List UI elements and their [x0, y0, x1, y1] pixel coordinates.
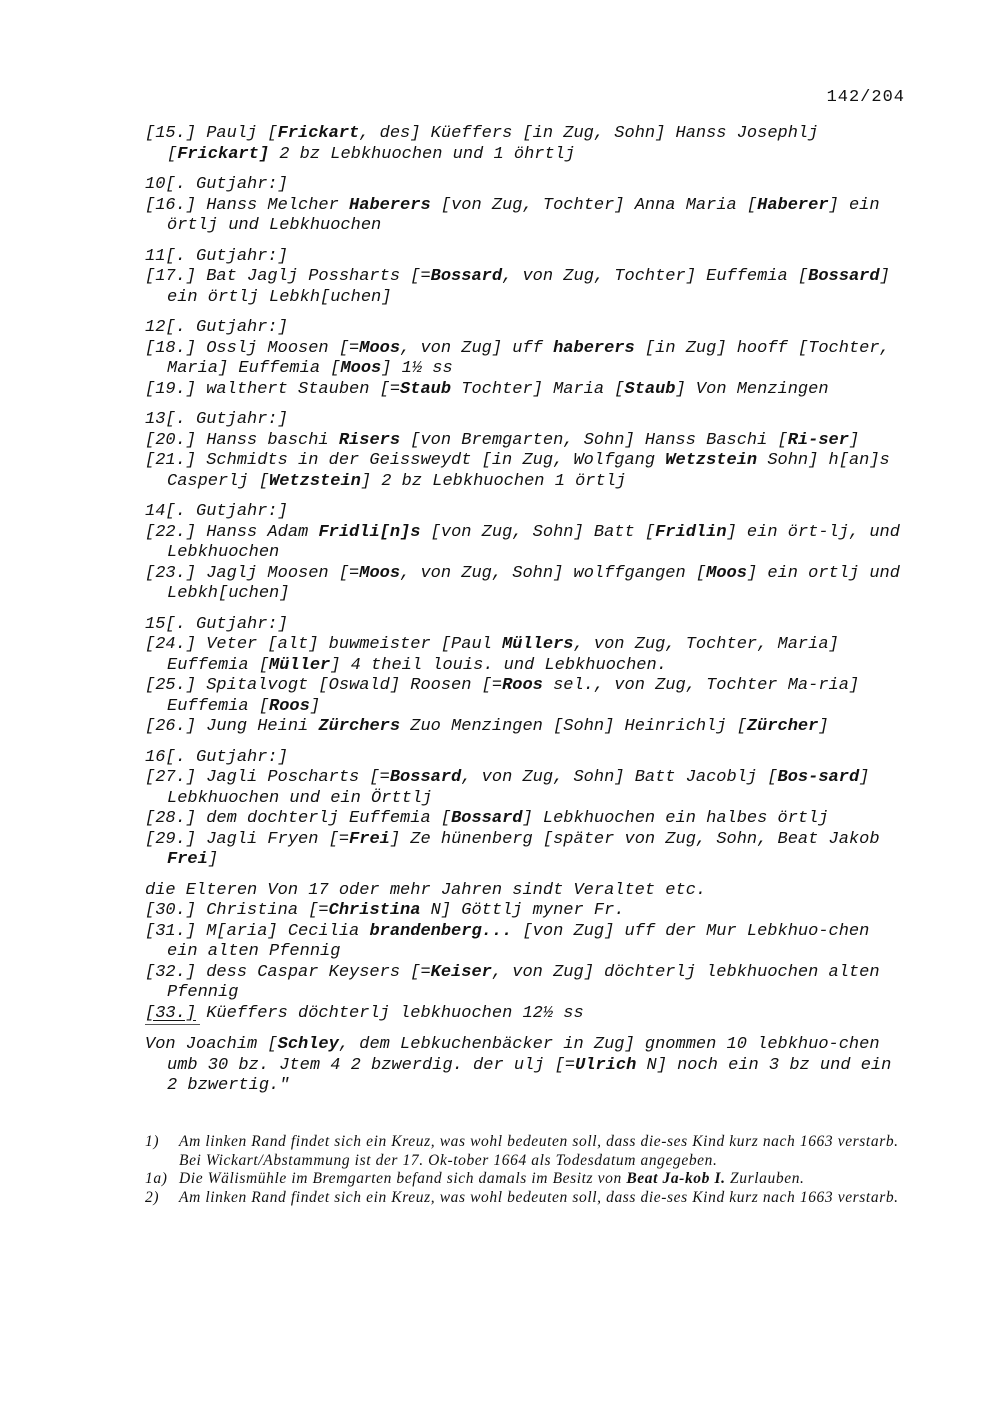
text-segment: ] Lebkhuochen und ein Örttlj	[167, 768, 870, 808]
section-heading	[145, 318, 905, 339]
footnote-separator	[145, 1024, 200, 1025]
text-segment: [27.] Jagli Poscharts [=	[145, 768, 390, 787]
text-segment: ] ein ört-lj, und Lebkhuochen	[167, 522, 900, 562]
text-segment: N] noch ein 3 bz und ein 2 bzwertig."	[167, 1055, 892, 1095]
section-heading	[145, 247, 905, 268]
text-segment: 13[. Gutjahr:]	[145, 410, 288, 429]
register-entry	[145, 717, 905, 738]
text-segment: sel., von Zug, Tochter Ma-ria] Euffemia [	[167, 676, 860, 716]
text-segment: [24.] Veter [alt] buwmeister [Paul	[145, 635, 503, 654]
text-segment: , dem Lebkuchenbäcker in Zug] gnommen 10 lebkhuo-chen umb 30 bz. Jtem 4 2 bzwerdig. der ulj [=	[167, 1035, 880, 1075]
register-entry	[145, 196, 905, 237]
text-segment: [von Zug] uff der Mur Lebkhuo-chen ein alten Pfennig	[167, 921, 870, 961]
text-segment: 15[. Gutjahr:]	[145, 614, 288, 634]
section-heading	[145, 615, 905, 636]
bold-name: Roos	[269, 696, 310, 716]
footnote-text	[179, 1133, 905, 1170]
bold-name: Zürchers	[318, 717, 401, 736]
register-entry	[145, 922, 905, 963]
bold-name: Haberers	[349, 195, 431, 215]
section-heading	[145, 502, 905, 523]
text-segment: 10[. Gutjahr:]	[145, 175, 288, 194]
bold-name: Müller	[269, 655, 331, 675]
text-segment: [15.] Paulj [	[145, 124, 278, 143]
text-segment: ] ein ortlj und Lebkh[uchen]	[167, 563, 900, 603]
text-segment: Küeffers döchterlj lebkhuochen 12½ ss	[196, 1003, 584, 1023]
text-segment: 11[. Gutjahr:]	[145, 246, 288, 266]
bold-name: Frei	[349, 829, 390, 849]
section-heading	[145, 881, 905, 902]
register-entry	[145, 523, 905, 564]
register-entry	[145, 267, 905, 308]
text-segment: [29.] Jagli Fryen [=	[145, 829, 350, 849]
text-segment: [von Zug, Tochter] Anna Maria [	[430, 195, 758, 215]
text-segment: [von Bremgarten, Sohn] Hanss Baschi [	[400, 430, 788, 450]
text-segment: [18.] Osslj Moosen [=	[145, 338, 360, 358]
text-segment: die Elteren Von 17 oder mehr Jahren sindt Veraltet etc.	[145, 880, 707, 900]
text-segment: Von Joachim [	[145, 1035, 278, 1054]
register-entry	[145, 564, 905, 605]
bold-name: Christina	[328, 901, 421, 920]
text-segment: , von Zug, Sohn] wolffgangen [	[400, 563, 707, 583]
register-entry	[145, 124, 905, 165]
register-entry	[145, 963, 905, 1004]
footnote	[145, 1189, 905, 1208]
text-segment: [25.] Spitalvogt [Oswald] Roosen [=	[145, 676, 503, 695]
register-entry	[145, 809, 905, 830]
text-segment: , von Zug, Tochter] Euffemia [	[502, 267, 809, 286]
text-segment: , von Zug] uff	[400, 338, 554, 358]
text-segment: ] 1½ ss	[381, 359, 453, 378]
text-segment: [16.] Hanss Melcher	[145, 195, 350, 215]
text-segment: , von Zug] döchterlj lebkhuochen alten Pfennig	[167, 962, 880, 1002]
bold-name: Staub	[400, 379, 452, 399]
register-entry	[145, 339, 905, 380]
section-heading	[145, 175, 905, 196]
bold-name: Haberer	[757, 195, 829, 215]
text-segment: ] Von Menzingen	[675, 379, 829, 399]
text-segment: Zuo Menzingen [Sohn] Heinrichlj [	[400, 717, 747, 736]
footnote-label: 1a)	[145, 1170, 168, 1188]
text-segment: Sohn] h[an]s Casperlj [	[167, 451, 890, 491]
footnote	[145, 1133, 905, 1170]
bold-name: Wetzstein	[269, 471, 361, 491]
section-heading	[145, 410, 905, 431]
text-segment: [von Zug, Sohn] Batt [	[420, 522, 656, 542]
text-segment: 12[. Gutjahr:]	[145, 318, 288, 337]
text-segment: 16[. Gutjahr:]	[145, 747, 288, 767]
bold-name: Fridli[n]s	[318, 522, 421, 542]
text-segment: ] ein örtlj Lebkh[uchen]	[167, 267, 890, 307]
bold-name: Bossard	[430, 267, 503, 286]
bold-name: Bossard	[451, 809, 523, 828]
text-segment: [21.] Schmidts in der Geissweydt [in Zug, Wolfgang	[145, 451, 666, 470]
text-segment: ]	[818, 717, 829, 736]
bold-name: Beat Ja-kob I.	[626, 1170, 726, 1188]
bold-name: Staub	[624, 379, 676, 399]
text-segment: ] 2 bz Lebkhuochen 1 örtlj	[360, 471, 627, 491]
text-segment: ] 4 theil louis. und Lebkhuochen.	[330, 655, 667, 675]
bold-name: Frickart]	[177, 144, 270, 164]
text-segment: [30.] Christina [=	[145, 901, 329, 920]
register-entry	[145, 431, 905, 452]
text-segment: Tochter] Maria [	[451, 379, 625, 399]
bold-name: Bossard	[389, 768, 462, 787]
page-number: 142/204	[826, 88, 905, 107]
text-segment: [32.] dess Caspar Keysers [=	[145, 962, 431, 982]
register-entry	[145, 1004, 905, 1025]
text-segment: [in Zug] hooff [Tochter, Maria] Euffemia [	[167, 338, 890, 378]
text-segment: N] Göttlj myner Fr.	[420, 901, 625, 920]
text-segment: [33.]	[145, 1003, 197, 1023]
bold-name: Keiser	[430, 962, 492, 982]
text-segment: , von Zug, Sohn] Batt Jacoblj [	[461, 768, 778, 787]
text-segment: 2 bz Lebkhuochen und 1 öhrtlj	[269, 144, 576, 164]
text-segment: , von Zug, Tochter, Maria] Euffemia [	[167, 635, 839, 675]
register-entry	[145, 901, 905, 922]
text-segment: Am linken Rand findet sich ein Kreuz, was wohl bedeuten soll, dass die-ses Kind kurz nach 1663 verstarb.	[179, 1188, 899, 1206]
bold-name: Moos	[340, 359, 382, 378]
footnotes	[145, 1133, 905, 1207]
bold-name: Frei	[167, 850, 208, 869]
text-segment: [17.] Bat Jaglj Possharts [=	[145, 267, 431, 286]
bold-name: Bossard	[808, 267, 880, 286]
bold-name: Zürcher	[746, 717, 819, 736]
bold-name: haberers	[553, 338, 635, 358]
bold-name: Moos	[706, 563, 747, 583]
text-segment: ] ein örtlj und Lebkhuochen	[167, 195, 880, 235]
section-heading	[145, 748, 905, 769]
text-segment: Am linken Rand findet sich ein Kreuz, was wohl bedeuten soll, dass die-ses Kind kurz nach 1663 verstarb. Bei Wickart/Abstammung ist der 17. Ok-tober 1664 als Todesdatum angegeben.	[179, 1133, 899, 1169]
bold-name: Frickart	[277, 124, 360, 143]
text-segment: [26.] Jung Heini	[145, 717, 319, 736]
document-body	[145, 124, 905, 1097]
bold-name: Schley	[277, 1035, 339, 1054]
text-segment: [20.] Hanss baschi	[145, 430, 339, 450]
footnote-label: 2)	[145, 1188, 160, 1206]
bold-name: Fridlin	[655, 522, 727, 542]
footnote-label: 1)	[145, 1133, 160, 1150]
register-entry	[145, 451, 905, 492]
text-segment: Die Wälismühle im Bremgarten befand sich damals im Besitz von	[179, 1170, 627, 1188]
bold-name: Wetzstein	[665, 451, 758, 470]
register-entry	[145, 676, 905, 717]
text-segment: , des] Küeffers [in Zug, Sohn] Hanss Josephlj [	[167, 124, 819, 164]
register-entry	[145, 380, 905, 401]
text-segment: Zurlauben.	[725, 1170, 805, 1188]
bold-name: Moos	[359, 563, 401, 583]
footnote-text	[179, 1189, 905, 1208]
bold-name: Bos-sard	[777, 768, 860, 787]
footnote-text	[179, 1170, 905, 1189]
text-segment: [31.] M[aria] Cecilia	[145, 921, 370, 941]
text-segment: ]	[309, 696, 321, 716]
bold-name: Ulrich	[575, 1055, 637, 1075]
register-entry	[145, 1035, 905, 1097]
text-segment: [22.] Hanss Adam	[145, 522, 319, 542]
bold-name: Roos	[502, 676, 543, 695]
text-segment: [19.] walthert Stauben [=	[145, 379, 401, 399]
register-entry	[145, 830, 905, 871]
text-segment: 14[. Gutjahr:]	[145, 502, 288, 521]
bold-name: brandenberg...	[369, 921, 513, 941]
bold-name: Moos	[359, 338, 401, 358]
bold-name: Müllers	[502, 635, 574, 654]
text-segment: [28.] dem dochterlj Euffemia [	[145, 809, 452, 828]
footnote	[145, 1170, 905, 1189]
text-segment: ]	[848, 430, 860, 450]
text-segment: ]	[207, 850, 219, 869]
bold-name: Risers	[338, 430, 401, 450]
bold-name: Ri-ser	[787, 430, 849, 450]
register-entry	[145, 768, 905, 809]
text-segment: ] Lebkhuochen ein halbes örtlj	[522, 809, 829, 828]
register-entry	[145, 635, 905, 676]
text-segment: [23.] Jaglj Moosen [=	[145, 563, 360, 583]
text-segment: ] Ze hünenberg [später von Zug, Sohn, Beat Jakob	[389, 829, 880, 849]
